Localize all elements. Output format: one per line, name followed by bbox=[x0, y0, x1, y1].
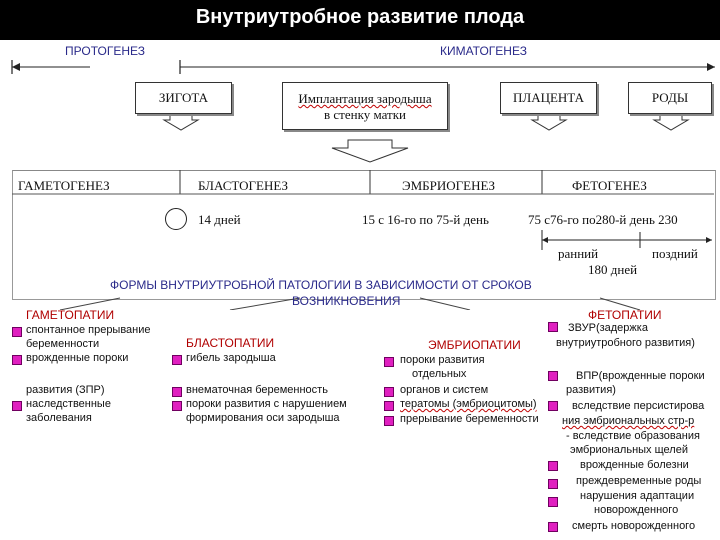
implantation-box bbox=[282, 82, 448, 130]
placenta-box bbox=[500, 82, 597, 114]
feto-item: развития) bbox=[566, 384, 616, 396]
stage-gametogenesis: ГАМЕТОГЕНЕЗ bbox=[18, 178, 110, 193]
page-title: Внутриутробное развитие плода bbox=[195, 6, 525, 28]
stage-embryogenesis: ЭМБРИОГЕНЕЗ bbox=[402, 178, 496, 193]
feto-item: вследствие персистирова bbox=[572, 400, 705, 412]
bullet-icon bbox=[548, 497, 558, 507]
forms-heading-line2: ВОЗНИКНОВЕНИЯ bbox=[292, 294, 401, 308]
early-label: ранний bbox=[558, 246, 599, 261]
gameto-item: развития (ЗПР) bbox=[26, 384, 105, 396]
late-label: поздний bbox=[652, 246, 698, 261]
feto-item: новорожденного bbox=[594, 504, 679, 516]
bullet-icon bbox=[172, 387, 182, 397]
gameto-item: спонтанное прерывание bbox=[26, 324, 151, 336]
feto-item: нарушения адаптации bbox=[580, 490, 695, 502]
feto-item: смерть новорожденного bbox=[572, 520, 696, 532]
placenta-label: ПЛАЦЕНТА bbox=[513, 90, 584, 105]
bullet-icon bbox=[548, 461, 558, 471]
range-embryo: 15 с 16-го по 75-й день bbox=[362, 212, 489, 227]
implantation-line1: Имплантация зародыша bbox=[298, 91, 432, 106]
feto-item: ния эмбриональных стр-р bbox=[562, 415, 695, 427]
bullet-icon bbox=[384, 357, 394, 367]
stage-fetogenesis: ФЕТОГЕНЕЗ bbox=[572, 178, 647, 193]
forms-heading-line1: ФОРМЫ ВНУТРИУТРОБНОЙ ПАТОЛОГИИ В ЗАВИСИМОСТИ ОТ СРОКОВ bbox=[110, 278, 532, 292]
bullet-icon bbox=[172, 401, 182, 411]
bullet-icon bbox=[384, 387, 394, 397]
gameto-item: беременности bbox=[26, 338, 100, 350]
embryo-item: пороки развития bbox=[400, 354, 485, 366]
zygote-circle-icon bbox=[165, 208, 187, 230]
bullet-icon bbox=[548, 479, 558, 489]
zygote-box bbox=[135, 82, 232, 114]
zygote-label: ЗИГОТА bbox=[158, 90, 209, 105]
stage-blastogenesis: БЛАСТОГЕНЕЗ bbox=[198, 178, 288, 193]
feto-item: внутриутробного развития) bbox=[556, 337, 695, 349]
feto-item: ВПР(врожденные пороки bbox=[576, 370, 705, 382]
bullet-icon bbox=[12, 401, 22, 411]
embryo-item: прерывание беременности bbox=[400, 413, 539, 425]
embryopathies-title: ЭМБРИОПАТИИ bbox=[428, 338, 521, 352]
bullet-icon bbox=[384, 401, 394, 411]
bullet-icon bbox=[12, 327, 22, 337]
protogenesis-label: ПРОТОГЕНЕЗ bbox=[65, 44, 145, 58]
bullet-icon bbox=[548, 322, 558, 332]
gameto-item: врожденные пороки bbox=[26, 352, 129, 364]
blasto-item: пороки развития с нарушением bbox=[186, 398, 347, 410]
days-14: 14 дней bbox=[198, 212, 241, 227]
bullet-icon bbox=[548, 522, 558, 532]
feto-item: преждевременные роды bbox=[576, 475, 702, 487]
fetopathies-title: ФЕТОПАТИИ bbox=[588, 308, 662, 322]
blasto-item: гибель зародыша bbox=[186, 352, 276, 364]
gameto-item: наследственные bbox=[26, 398, 111, 410]
embryo-item: органов и систем bbox=[400, 384, 489, 396]
gametopathies-title: ГАМЕТОПАТИИ bbox=[26, 308, 115, 322]
bullet-icon bbox=[172, 355, 182, 365]
gameto-item: заболевания bbox=[26, 412, 92, 424]
kimatogenesis-label: КИМАТОГЕНЕЗ bbox=[440, 44, 527, 58]
feto-item: ЗВУР(задержка bbox=[568, 322, 648, 334]
birth-label: РОДЫ bbox=[651, 90, 689, 105]
blasto-item: формирования оси зародыша bbox=[186, 412, 340, 424]
feto-item: эмбриональных щелей bbox=[570, 444, 688, 456]
feto-item: - вследствие образования bbox=[566, 430, 700, 442]
bullet-icon bbox=[12, 355, 22, 365]
range-feto: 75 с76-го по280-й день 230 bbox=[528, 212, 678, 227]
blasto-item: внематочная беременность bbox=[186, 384, 328, 396]
bullet-icon bbox=[548, 371, 558, 381]
implantation-line2: в стенку матки bbox=[324, 107, 406, 122]
days-180: 180 дней bbox=[588, 262, 638, 277]
bullet-icon bbox=[384, 416, 394, 426]
feto-item: врожденные болезни bbox=[580, 459, 689, 471]
embryo-item: отдельных bbox=[412, 368, 467, 380]
bullet-icon bbox=[548, 401, 558, 411]
birth-box bbox=[628, 82, 712, 114]
embryo-item: тератомы (эмбриоцитомы) bbox=[400, 398, 537, 410]
blastopathies-title: БЛАСТОПАТИИ bbox=[186, 336, 275, 350]
